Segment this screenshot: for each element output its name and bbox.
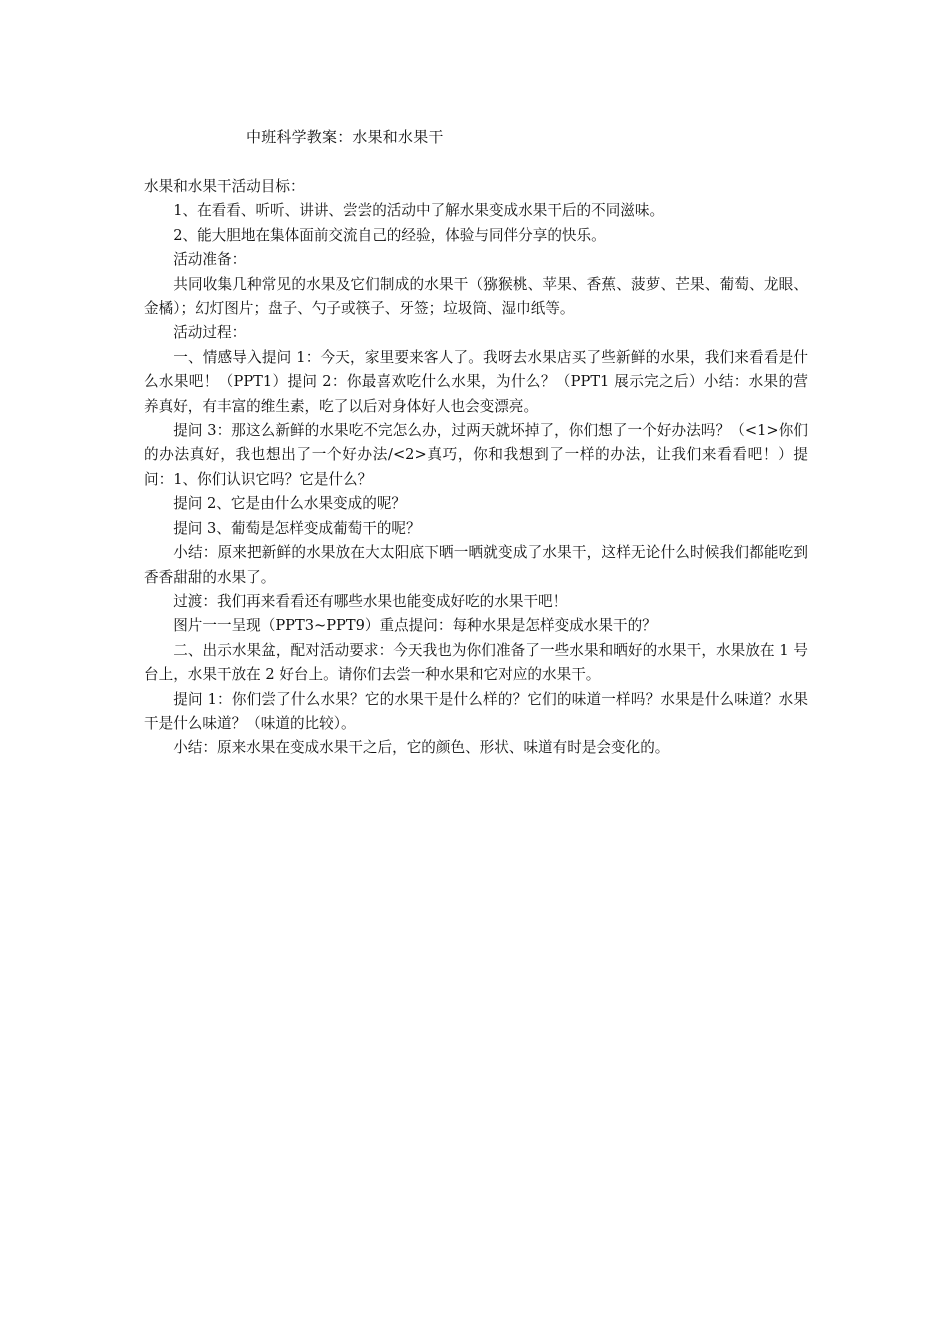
transition: 过渡：我们再来看看还有哪些水果也能变成好吃的水果干吧！: [173, 592, 568, 610]
picture-presentation: 图片一一呈现（PPT3~PPT9）重点提问：每种水果是怎样变成水果干的？: [173, 617, 657, 635]
question-2b: 提问 2、它是由什么水果变成的呢？: [173, 495, 407, 513]
goals-heading: 水果和水果干活动目标：: [144, 178, 305, 195]
preparation-text: 共同收集几种常见的水果及它们制成的水果干（猕猴桃、苹果、香蕉、菠萝、芒果、葡萄、龙眼、金橘）；幻灯图片；盘子、勺子或筷子、牙签；垃圾筒、湿巾纸等。: [144, 275, 808, 318]
preparation-heading: 活动准备：: [173, 251, 247, 269]
question-3b: 提问 3、葡萄是怎样变成葡萄干的呢？: [173, 519, 421, 537]
question-3: 提问 3：那这么新鲜的水果吃不完怎么办，过两天就坏掉了，你们想了一个好办法吗？（<1>你们的办法真好，我也想出了一个好办法/<2>真巧，你和我想到了一样的办法，让我们来看看吧！）提问：1、你们认识它吗？它是什么？: [144, 422, 808, 488]
goal-1: 1、在看看、听听、讲讲、尝尝的活动中了解水果变成水果干后的不同滋味。: [173, 202, 665, 220]
question-1b: 提问 1：你们尝了什么水果？它的水果干是什么样的？它们的味道一样吗？水果是什么味道？水果干是什么味道？（味道的比较）。: [144, 690, 808, 732]
summary-1: 小结：原来把新鲜的水果放在大太阳底下晒一晒就变成了水果干，这样无论什么时候我们都能吃到香香甜甜的水果了。: [144, 544, 808, 586]
summary-2: 小结：原来水果在变成水果干之后，它的颜色、形状、味道有时是会变化的。: [173, 739, 670, 757]
process-part-1: 一、情感导入提问 1：今天，家里要来客人了。我呀去水果店买了些新鲜的水果，我们来看看是什么水果吧！（PPT1）提问 2：你最喜欢吃什么水果，为什么？（PPT1 展示完之后）小结：水果的营养真好，有丰富的维生素，吃了以后对身体好人也会变漂亮。: [144, 348, 808, 415]
process-part-2: 二、出示水果盆，配对活动要求：今天我也为你们准备了一些水果和晒好的水果干，水果放在 1 号台上，水果干放在 2 好台上。请你们去尝一种水果和它对应的水果干。: [144, 641, 808, 684]
goal-2: 2、能大胆地在集体面前交流自己的经验，体验与同伴分享的快乐。: [173, 226, 606, 244]
document-body: [144, 175, 808, 761]
document-title: 中班科学教案：水果和水果干: [246, 128, 444, 146]
process-heading: 活动过程：: [173, 324, 247, 342]
